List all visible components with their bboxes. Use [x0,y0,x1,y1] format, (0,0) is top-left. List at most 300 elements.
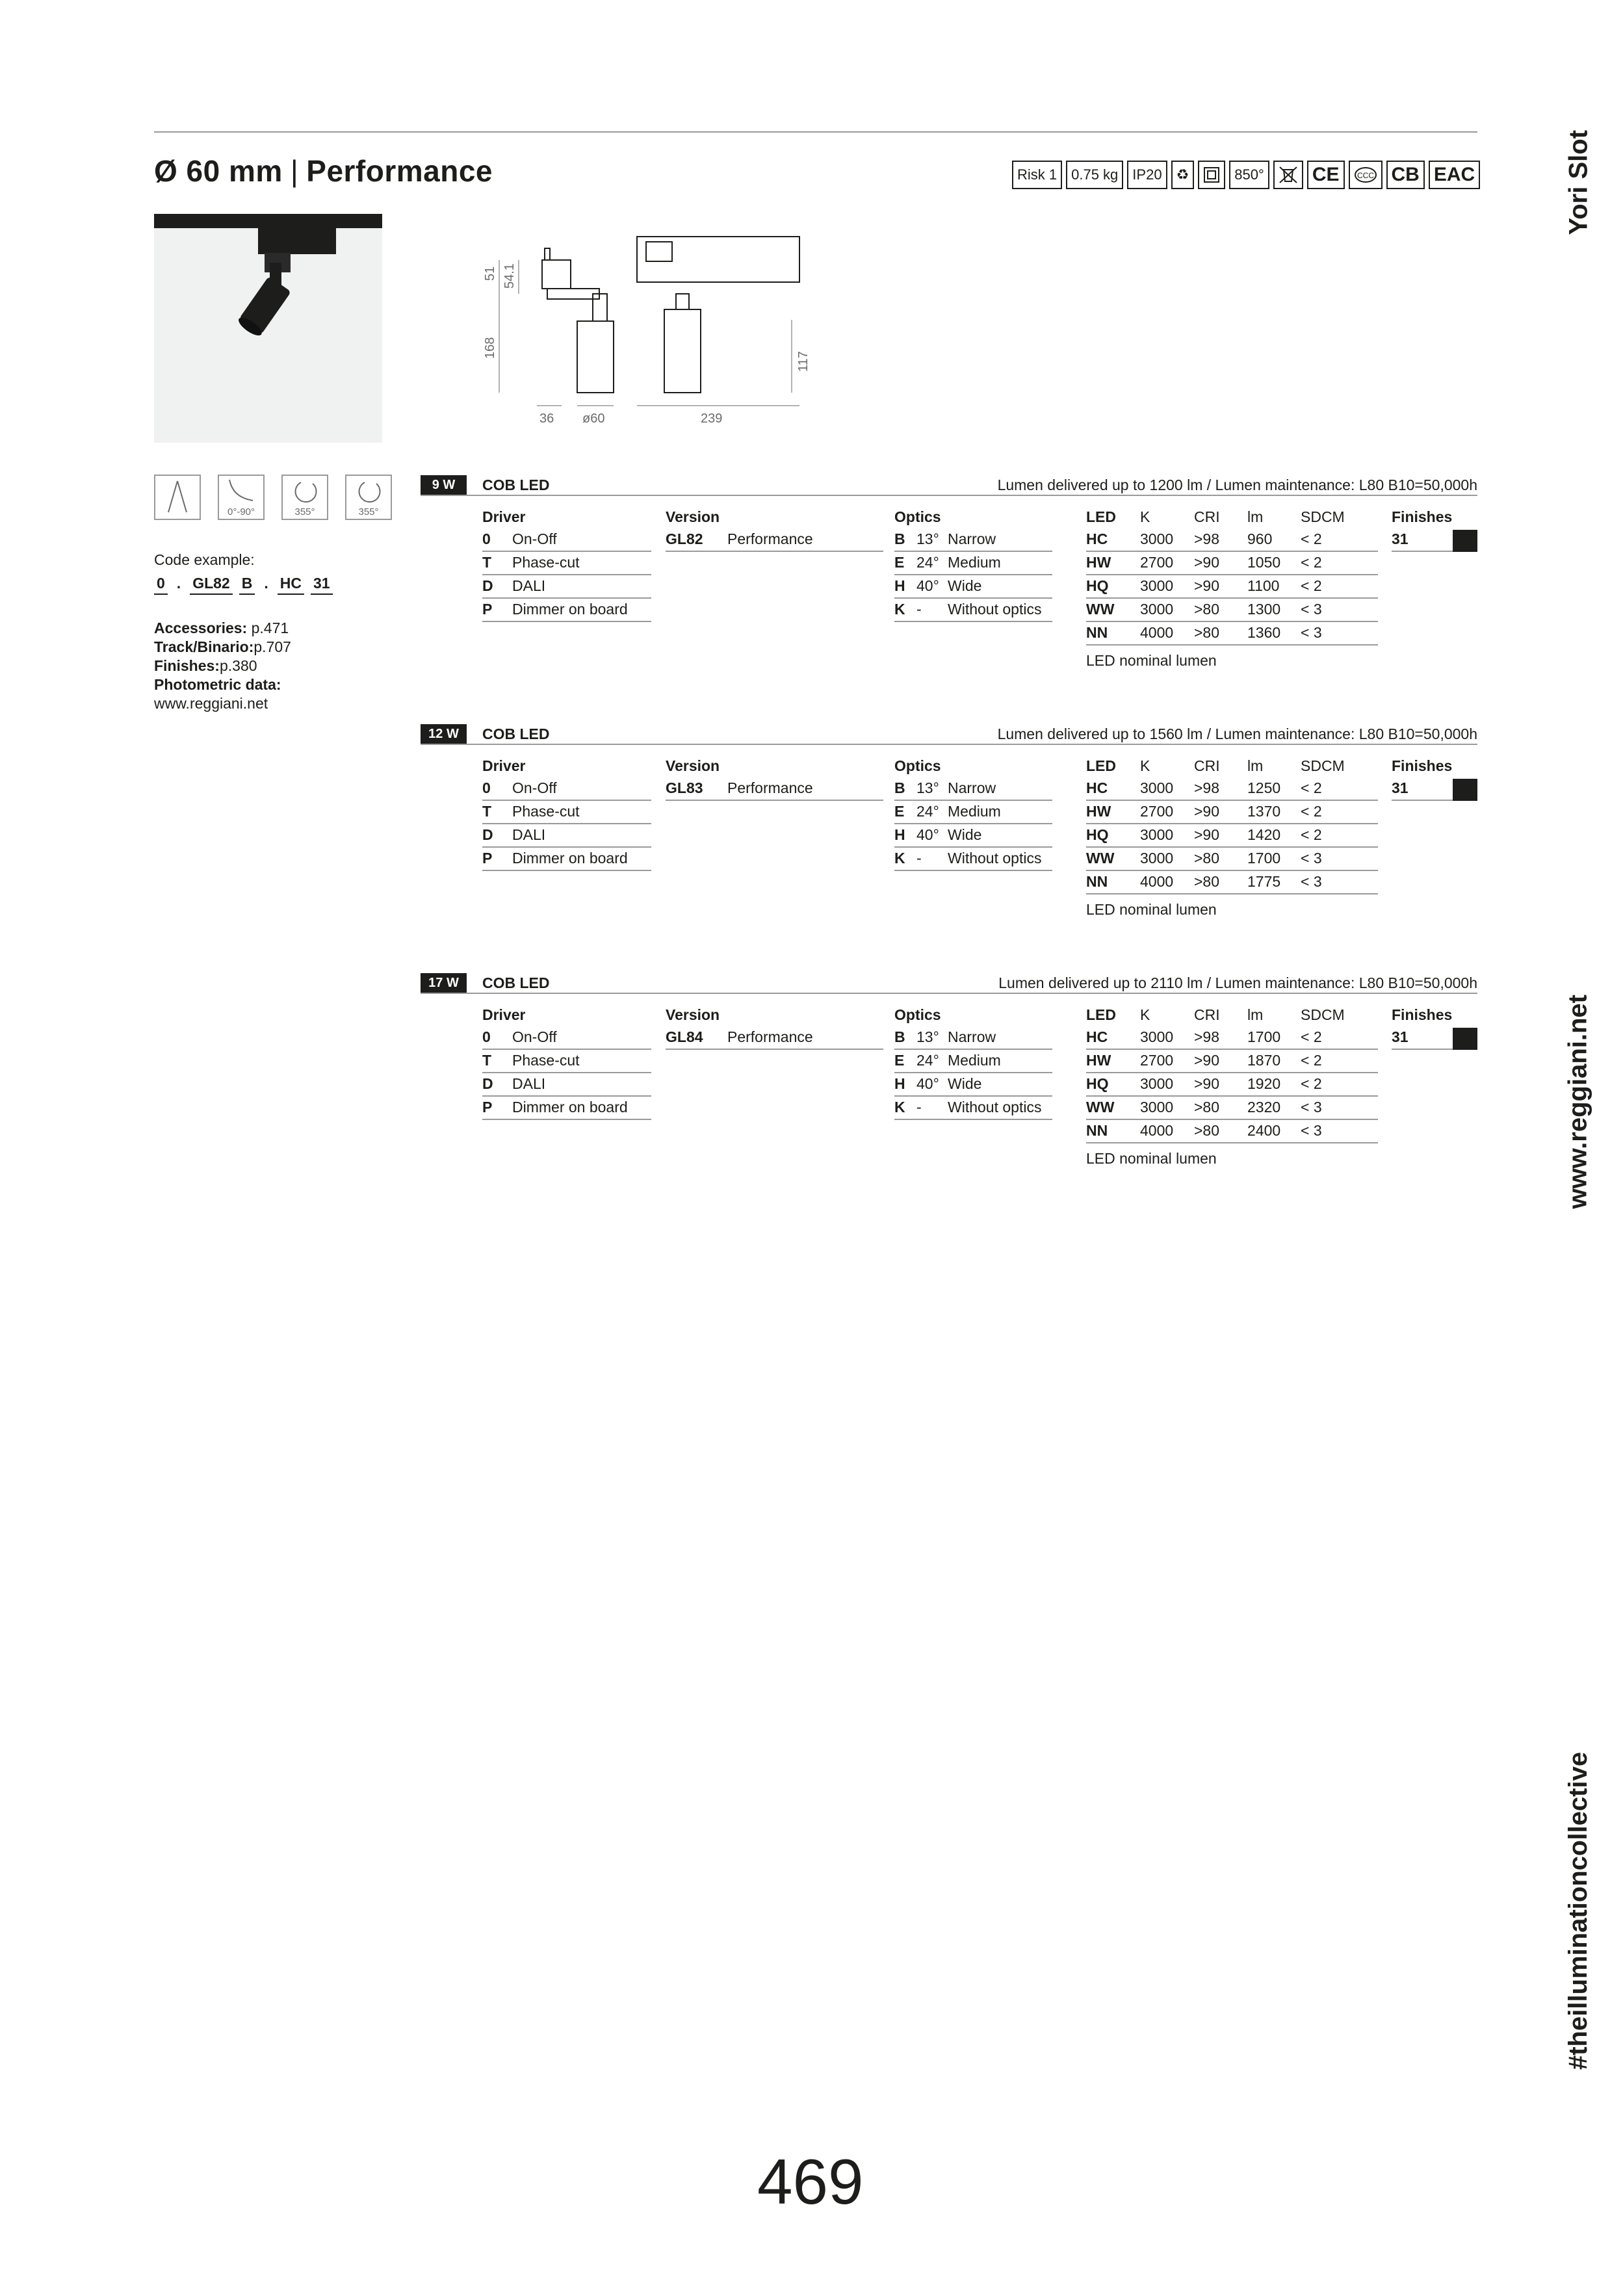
led-row[interactable] [1086,871,1378,894]
led-sdcm: < 2 [1301,1028,1322,1045]
driver-row[interactable] [482,777,651,801]
led-row[interactable] [1086,801,1378,824]
version-header: Version [666,1006,720,1023]
driver-code: P [482,850,493,867]
led-k: 4000 [1140,624,1174,641]
version-label: Performance [727,1028,813,1045]
section-header [421,724,1477,745]
driver-code: P [482,601,493,618]
title-size: Ø 60 mm [154,154,283,188]
optics-angle: 24° [916,554,939,571]
led-sdcm: < 3 [1301,624,1322,641]
side-product-name: Yori Slot [1564,130,1592,235]
led-header-cri: CRI [1194,757,1220,774]
led-header-cri: CRI [1194,1006,1220,1023]
optics-label: Medium [948,1052,1001,1069]
optics-label: Wide [948,577,982,594]
led-code: HQ [1086,577,1109,594]
optics-label: Narrow [948,1028,996,1045]
led-cri: >90 [1194,803,1220,820]
led-k: 3000 [1140,850,1174,867]
code-example-label: Code example: [154,551,255,568]
code-dot: . [176,575,181,592]
version-column [666,505,883,552]
page-title [154,153,493,189]
code-dot: . [264,575,268,592]
driver-column [482,1003,651,1120]
driver-code: T [482,1052,492,1069]
optics-code: B [894,779,905,796]
led-k: 3000 [1140,577,1174,594]
optics-label: Wide [948,1075,982,1092]
driver-label: DALI [512,577,546,594]
led-k: 2700 [1140,803,1174,820]
led-code: HQ [1086,1075,1109,1092]
led-cri: >98 [1194,530,1220,547]
optics-label: Medium [948,554,1001,571]
driver-label: On-Off [512,530,557,547]
ce-mark: CE [1307,161,1345,189]
led-sdcm: < 3 [1301,601,1322,618]
dim-diameter: ø60 [582,411,605,426]
version-header: Version [666,508,720,525]
optics-label: Medium [948,803,1001,820]
dim-51: 51 [483,266,497,281]
code-driver: 0 [154,575,168,595]
led-sdcm: < 2 [1301,1075,1322,1092]
led-header-led: LED [1086,757,1116,774]
led-header-k: K [1140,508,1150,525]
led-k: 4000 [1140,873,1174,890]
led-sdcm: < 2 [1301,1052,1322,1069]
driver-code: 0 [482,1028,491,1045]
finishes-column [1392,1003,1477,1050]
led-cri: >90 [1194,554,1220,571]
finish-swatch-black [1453,779,1477,801]
led-lm: 1870 [1247,1052,1281,1069]
driver-row[interactable] [482,1050,651,1073]
driver-column [482,505,651,622]
optics-angle: - [916,601,922,618]
accessories-label: Accessories: [154,620,248,636]
led-lm: 2400 [1247,1122,1281,1139]
side-hashtag: #theilluminationcollective [1564,1752,1592,2070]
driver-label: Dimmer on board [512,1099,628,1115]
led-k: 3000 [1140,1075,1174,1092]
version-row[interactable] [666,777,883,801]
eac-mark: EAC [1429,161,1480,189]
led-row[interactable] [1086,848,1378,871]
version-code: GL84 [666,1028,703,1045]
finish-code: 31 [1392,530,1409,547]
optics-header: Optics [894,508,941,525]
led-column [1086,1003,1378,1168]
optics-label: Narrow [948,779,996,796]
dim-239: 239 [701,411,723,426]
led-row[interactable] [1086,599,1378,622]
driver-row[interactable] [482,552,651,575]
page-number: 469 [757,2146,864,2217]
photometric-link[interactable]: www.reggiani.net [154,695,268,712]
finishes-header: Finishes [1392,757,1453,774]
optics-angle: 40° [916,826,939,843]
reference-info [154,619,291,713]
version-label: Performance [727,779,813,796]
led-row[interactable] [1086,1026,1378,1050]
led-column [1086,754,1378,919]
led-header-lm: lm [1247,757,1264,774]
driver-row[interactable] [482,1097,651,1120]
lumen-spec: Lumen delivered up to 2110 lm / Lumen maintenance: L80 B10=50,000h [998,974,1477,991]
led-sdcm: < 2 [1301,826,1322,843]
optics-code: E [894,803,905,820]
no-bin-icon [1273,161,1303,189]
version-row[interactable] [666,528,883,552]
driver-code: P [482,1099,493,1115]
finish-swatch-black [1453,1028,1477,1050]
led-code: HW [1086,803,1111,820]
section-header [421,475,1477,496]
led-code: HW [1086,554,1111,571]
optics-row[interactable] [894,552,1052,575]
led-cri: >90 [1194,577,1220,594]
product-section [421,724,1477,945]
led-k: 3000 [1140,1099,1174,1115]
ip-badge: IP20 [1127,161,1167,189]
led-header-row [1086,754,1378,777]
optics-row[interactable] [894,777,1052,801]
led-cri: >90 [1194,1075,1220,1092]
led-k: 3000 [1140,779,1174,796]
driver-row[interactable] [482,528,651,552]
product-section [421,475,1477,696]
led-row[interactable] [1086,528,1378,552]
driver-row[interactable] [482,1073,651,1097]
track-label: Track/Binario: [154,638,254,655]
led-lm: 1775 [1247,873,1281,890]
led-k: 4000 [1140,1122,1174,1139]
optics-code: K [894,850,905,867]
version-column [666,754,883,801]
optics-angle: 40° [916,577,939,594]
led-cri: >90 [1194,1052,1220,1069]
optics-row[interactable] [894,1097,1052,1120]
optics-row[interactable] [894,599,1052,622]
led-column [1086,505,1378,670]
driver-header: Driver [482,757,526,774]
led-row[interactable] [1086,1073,1378,1097]
optics-code: H [894,577,905,594]
class-ii-icon [1198,161,1225,189]
code-led: HC [278,575,304,595]
led-code: NN [1086,1122,1108,1139]
finishes-header: Finishes [1392,1006,1453,1023]
version-row[interactable] [666,1026,883,1050]
led-k: 3000 [1140,826,1174,843]
led-row[interactable] [1086,1097,1378,1120]
svg-text:CCC: CCC [1357,171,1374,180]
optics-label: Without optics [948,850,1042,867]
led-note: LED nominal lumen [1086,901,1217,918]
led-code: WW [1086,850,1115,867]
finishes-column [1392,754,1477,801]
led-header-led: LED [1086,508,1116,525]
driver-code: T [482,803,492,820]
driver-row[interactable] [482,599,651,622]
optics-label: Without optics [948,601,1042,618]
optics-label: Without optics [948,1099,1042,1115]
driver-row[interactable] [482,801,651,824]
led-sdcm: < 3 [1301,850,1322,867]
finish-row[interactable] [1392,777,1477,801]
led-k: 3000 [1140,530,1174,547]
led-sdcm: < 3 [1301,873,1322,890]
led-row[interactable] [1086,1120,1378,1143]
led-header-cri: CRI [1194,508,1220,525]
led-header-lm: lm [1247,1006,1264,1023]
led-sdcm: < 2 [1301,803,1322,820]
dim-36: 36 [539,411,554,426]
driver-row[interactable] [482,1026,651,1050]
driver-label: Phase-cut [512,803,580,820]
recycle-icon: ♻ [1171,161,1195,189]
finishes-label: Finishes: [154,657,220,674]
driver-header: Driver [482,1006,526,1023]
tilt-icon [218,475,265,520]
version-code: GL82 [666,530,703,547]
optics-column [894,754,1052,871]
optics-code: K [894,601,905,618]
driver-row[interactable] [482,824,651,848]
dim-168: 168 [483,337,497,359]
driver-header: Driver [482,508,526,525]
optics-row[interactable] [894,1073,1052,1097]
led-lm: 1300 [1247,601,1281,618]
led-row[interactable] [1086,552,1378,575]
optics-angle: 24° [916,803,939,820]
certification-marks [1012,161,1480,189]
section-header [421,973,1477,994]
driver-label: Dimmer on board [512,601,628,618]
driver-row[interactable] [482,848,651,871]
led-lm: 1920 [1247,1075,1281,1092]
led-lm: 1250 [1247,779,1281,796]
driver-label: Phase-cut [512,554,580,571]
led-row[interactable] [1086,777,1378,801]
led-lm: 1700 [1247,850,1281,867]
optics-code: B [894,530,905,547]
dim-54-1: 54.1 [502,263,517,289]
finish-code: 31 [1392,779,1409,796]
driver-row[interactable] [482,575,651,599]
optics-header: Optics [894,757,941,774]
led-cri: >98 [1194,779,1220,796]
lumen-spec: Lumen delivered up to 1200 lm / Lumen maintenance: L80 B10=50,000h [997,476,1477,493]
optics-row[interactable] [894,1050,1052,1073]
title-name: Performance [306,154,493,188]
optics-code: E [894,1052,905,1069]
led-header-row [1086,505,1378,528]
optics-angle: 13° [916,1028,939,1045]
led-lm: 1420 [1247,826,1281,843]
title-separator: | [290,154,299,188]
track-value: p.707 [253,638,291,655]
led-header-sdcm: SDCM [1301,757,1345,774]
optics-column [894,1003,1052,1120]
driver-label: Dimmer on board [512,850,628,867]
finishes-value: p.380 [219,657,257,674]
led-code: HC [1086,1028,1108,1045]
led-lm: 960 [1247,530,1273,547]
driver-code: D [482,1075,493,1092]
finish-row[interactable] [1392,528,1477,552]
code-optics: B [239,575,255,595]
optics-row[interactable] [894,575,1052,599]
rotation-2-icon [345,475,392,520]
led-row[interactable] [1086,575,1378,599]
led-header-lm: lm [1247,508,1264,525]
led-k: 2700 [1140,1052,1174,1069]
accessories-value: p.471 [251,620,289,636]
led-header-led: LED [1086,1006,1116,1023]
optics-angle: - [916,850,922,867]
driver-code: 0 [482,530,491,547]
risk-badge: Risk 1 [1012,161,1062,189]
optics-angle: 13° [916,530,939,547]
wattage-badge: 12 W [421,724,467,744]
driver-code: 0 [482,779,491,796]
version-column [666,1003,883,1050]
tilt-label: 0°-90° [227,506,255,517]
led-lm: 1700 [1247,1028,1281,1045]
optics-row[interactable] [894,1026,1052,1050]
driver-label: On-Off [512,779,557,796]
optics-code: H [894,1075,905,1092]
optics-label: Narrow [948,530,996,547]
rotation-label: 355° [294,506,315,517]
technical-drawing [474,229,812,427]
led-cri: >80 [1194,1122,1220,1139]
finish-swatch-black [1453,530,1477,552]
optics-angle: 13° [916,779,939,796]
led-header-row [1086,1003,1378,1026]
led-code: HC [1086,530,1108,547]
led-lm: 1370 [1247,803,1281,820]
ccc-icon [1349,161,1383,189]
beam-icon [154,475,201,520]
product-section [421,973,1477,1194]
wattage-badge: 9 W [421,475,467,495]
product-photo [154,214,382,443]
finishes-header: Finishes [1392,508,1453,525]
led-sdcm: < 2 [1301,530,1322,547]
glow-wire-badge: 850° [1229,161,1269,189]
weight-badge: 0.75 kg [1066,161,1123,189]
lumen-spec: Lumen delivered up to 1560 lm / Lumen maintenance: L80 B10=50,000h [997,725,1477,742]
led-sdcm: < 2 [1301,577,1322,594]
led-code: HW [1086,1052,1111,1069]
led-header-k: K [1140,757,1150,774]
led-sdcm: < 3 [1301,1122,1322,1139]
led-k: 2700 [1140,554,1174,571]
led-header-sdcm: SDCM [1301,1006,1345,1023]
led-lm: 1050 [1247,554,1281,571]
led-k: 3000 [1140,601,1174,618]
optics-code: K [894,1099,905,1115]
led-lm: 1360 [1247,624,1281,641]
dim-117: 117 [796,351,811,372]
led-technology: COB LED [482,725,550,742]
led-header-sdcm: SDCM [1301,508,1345,525]
led-code: NN [1086,624,1108,641]
optics-row[interactable] [894,824,1052,848]
led-cri: >80 [1194,850,1220,867]
finishes-column [1392,505,1477,552]
led-code: WW [1086,601,1115,618]
led-cri: >80 [1194,601,1220,618]
led-lm: 1100 [1247,577,1280,594]
photometric-label: Photometric data: [154,676,281,693]
led-note: LED nominal lumen [1086,1150,1217,1167]
driver-label: DALI [512,826,546,843]
top-rule [154,131,1477,133]
feature-icons [154,475,392,520]
optics-header: Optics [894,1006,941,1023]
led-cri: >80 [1194,1099,1220,1115]
led-lm: 2320 [1247,1099,1281,1115]
optics-label: Wide [948,826,982,843]
finish-code: 31 [1392,1028,1409,1045]
led-cri: >80 [1194,873,1220,890]
led-k: 3000 [1140,1028,1174,1045]
version-code: GL83 [666,779,703,796]
led-code: WW [1086,1099,1115,1115]
led-technology: COB LED [482,974,550,991]
led-row[interactable] [1086,1050,1378,1073]
driver-code: D [482,826,493,843]
optics-code: B [894,1028,905,1045]
wattage-badge: 17 W [421,973,467,993]
optics-row[interactable] [894,848,1052,871]
led-note: LED nominal lumen [1086,652,1217,669]
code-version: GL82 [190,575,233,595]
driver-code: D [482,577,493,594]
led-row[interactable] [1086,622,1378,646]
driver-label: Phase-cut [512,1052,580,1069]
led-cri: >80 [1194,624,1220,641]
led-header-k: K [1140,1006,1150,1023]
led-code: HC [1086,779,1108,796]
driver-label: DALI [512,1075,546,1092]
optics-code: H [894,826,905,843]
version-header: Version [666,757,720,774]
optics-angle: - [916,1099,922,1115]
led-sdcm: < 2 [1301,554,1322,571]
optics-code: E [894,554,905,571]
led-cri: >90 [1194,826,1220,843]
code-finish: 31 [311,575,333,595]
optics-angle: 24° [916,1052,939,1069]
optics-row[interactable] [894,801,1052,824]
optics-row[interactable] [894,528,1052,552]
finish-row[interactable] [1392,1026,1477,1050]
led-sdcm: < 3 [1301,1099,1322,1115]
driver-code: T [482,554,492,571]
led-sdcm: < 2 [1301,779,1322,796]
led-code: NN [1086,873,1108,890]
led-code: HQ [1086,826,1109,843]
led-row[interactable] [1086,824,1378,848]
